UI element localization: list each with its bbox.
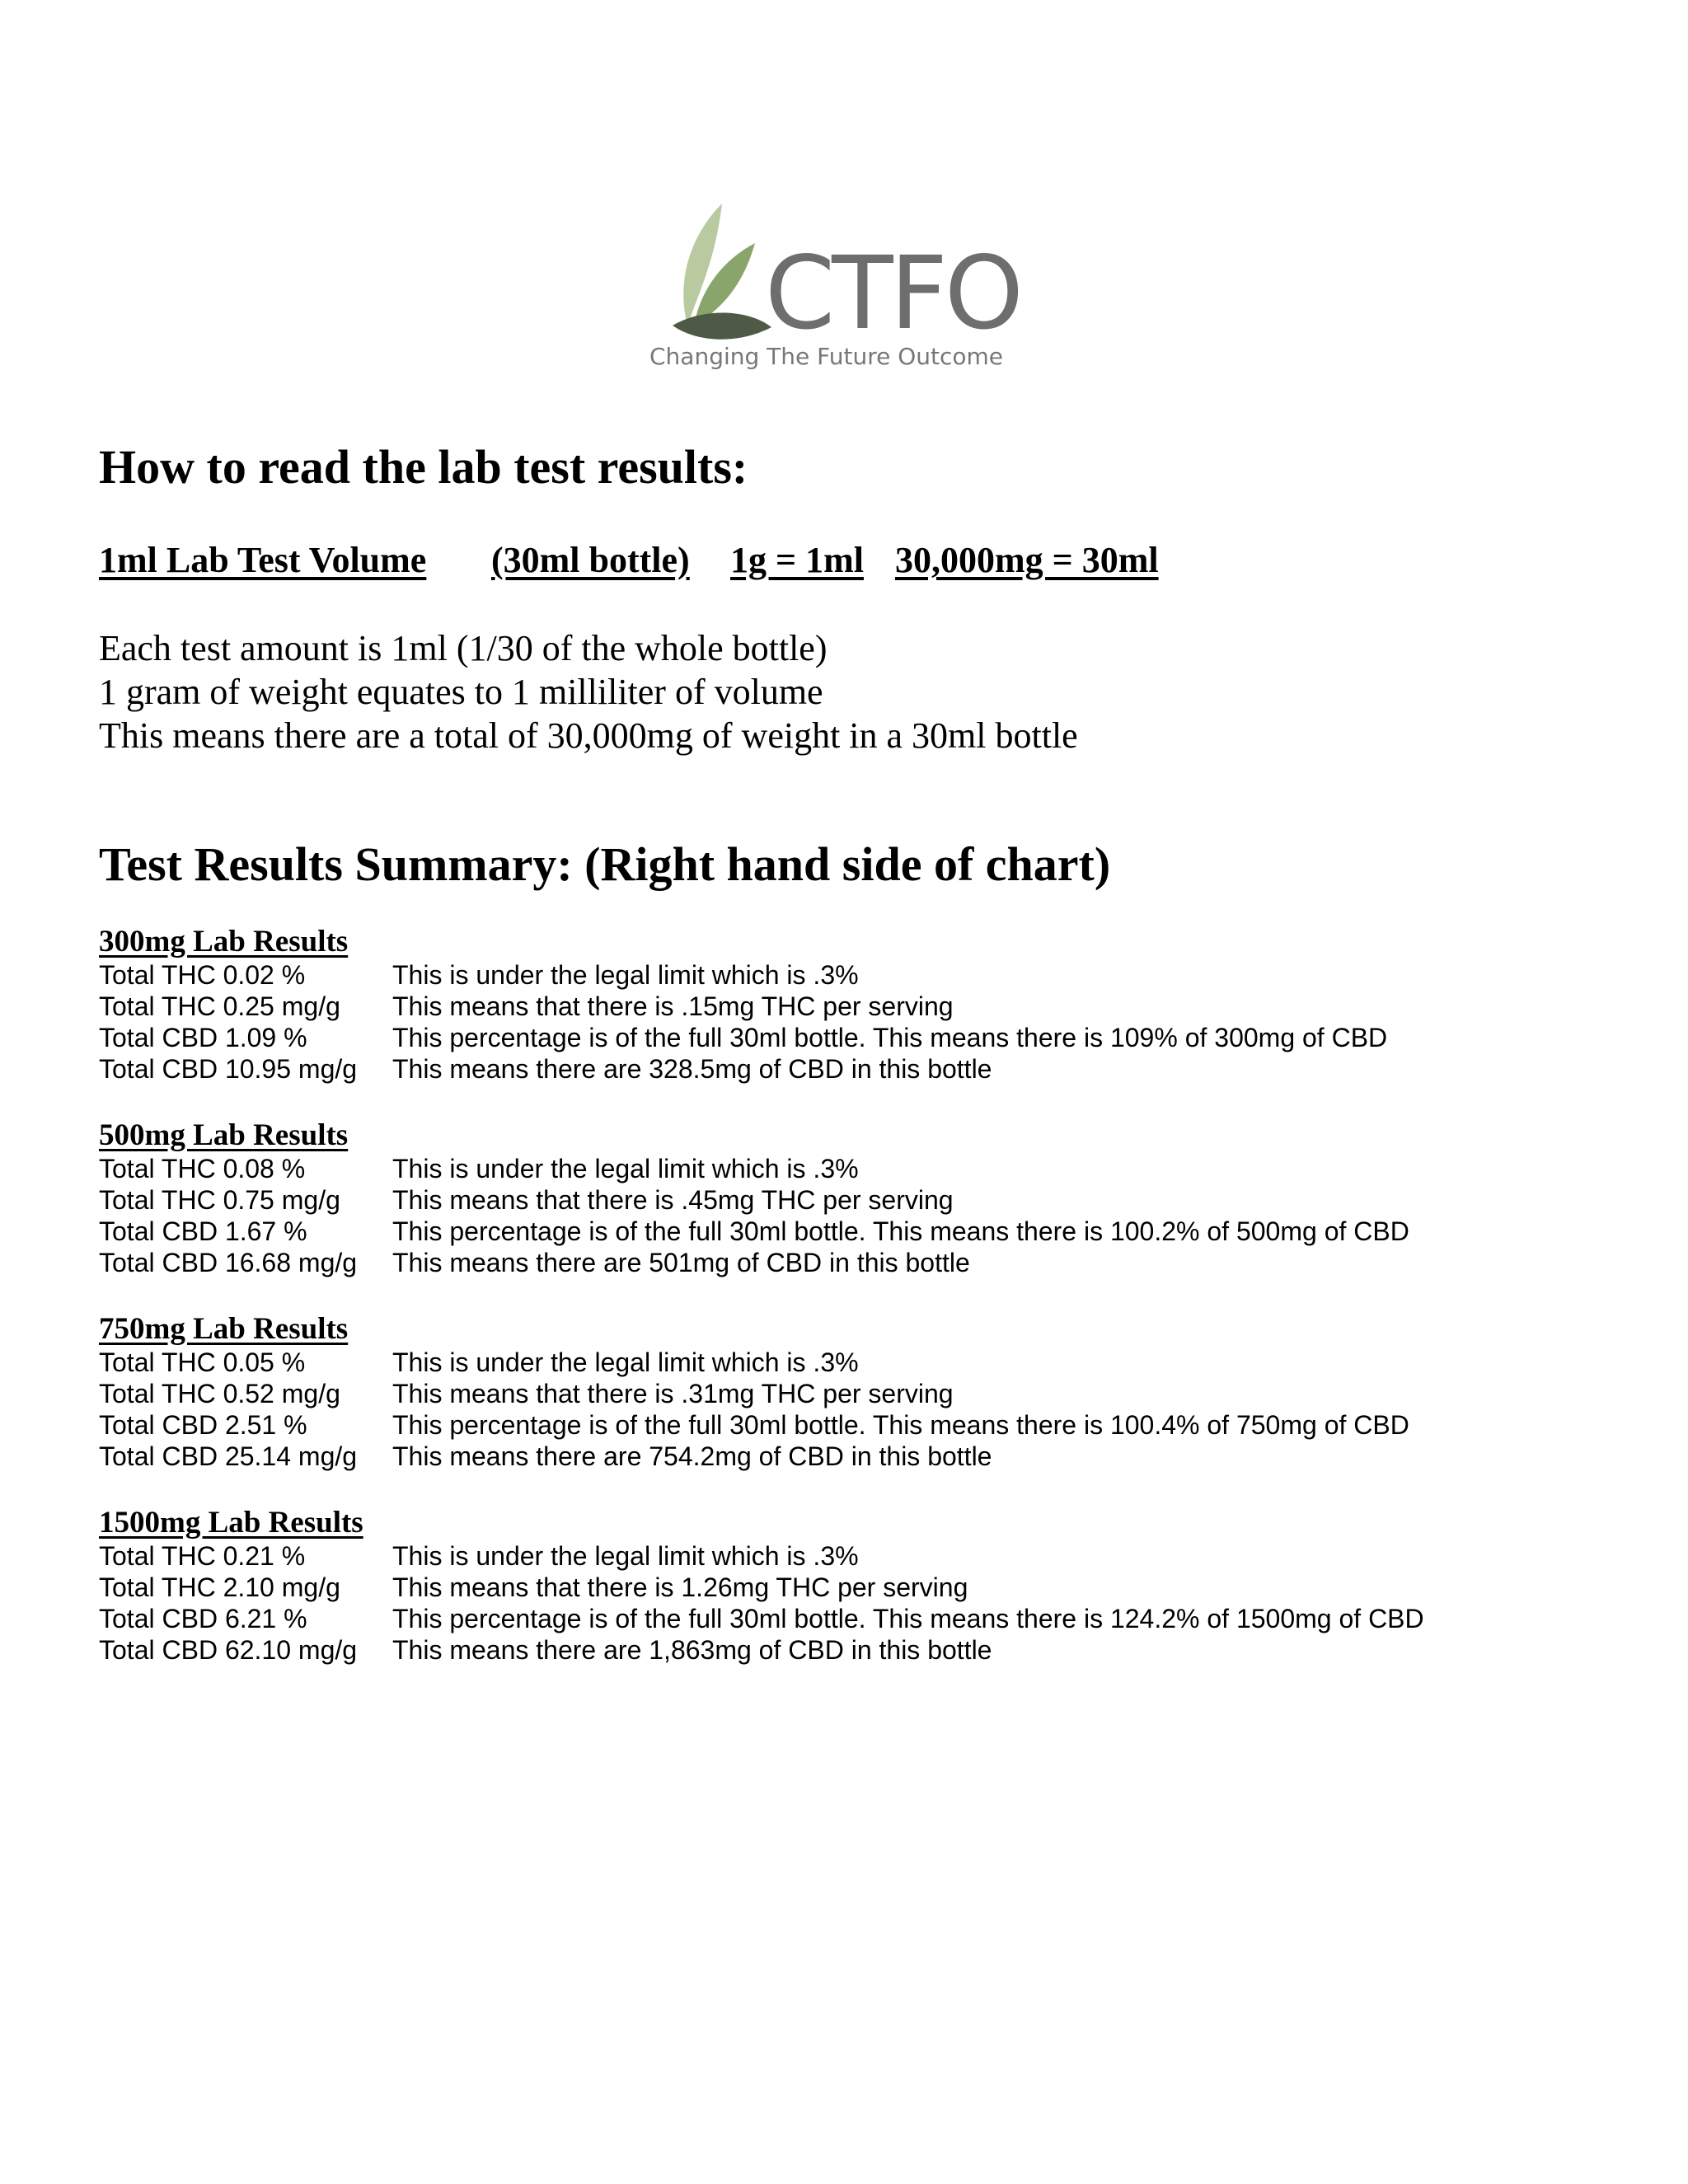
result-note: This means that there is .45mg THC per serving — [392, 1185, 954, 1215]
result-row — [99, 1441, 1566, 1472]
result-row — [99, 1634, 1566, 1666]
result-note: This means that there is .15mg THC per serving — [392, 991, 954, 1021]
logo-wordmark: CTFO — [765, 235, 1020, 352]
result-note: This means there are 328.5mg of CBD in this bottle — [392, 1054, 992, 1084]
result-label: Total THC 0.21 % — [99, 1541, 306, 1571]
result-note: This is under the legal limit which is .3% — [392, 1154, 859, 1183]
section-title: 500mg Lab Results — [99, 1118, 349, 1152]
result-note: This is under the legal limit which is .3% — [392, 1347, 859, 1377]
result-label: Total CBD 16.68 mg/g — [99, 1248, 358, 1277]
result-row — [99, 1247, 1566, 1278]
result-row — [99, 1572, 1566, 1603]
explanation-line: 1 gram of weight equates to 1 milliliter of volume — [99, 672, 823, 712]
section-title: 750mg Lab Results — [99, 1312, 349, 1346]
result-label: Total CBD 2.51 % — [99, 1410, 307, 1440]
conversion-bottle-size: (30ml bottle) — [491, 540, 690, 580]
conversion-line — [99, 540, 1418, 581]
result-row — [99, 1216, 1566, 1247]
results-section-500mg — [99, 1118, 1566, 1278]
result-note: This means there are 754.2mg of CBD in this bottle — [392, 1441, 992, 1471]
explanation-paragraph — [99, 626, 1078, 757]
result-note: This is under the legal limit which is .3% — [392, 960, 859, 990]
heading-test-results-summary: Test Results Summary: (Right hand side of chart) — [99, 837, 1111, 891]
result-note: This percentage is of the full 30ml bottle. This means there is 100.4% of 750mg of CBD — [392, 1410, 1409, 1440]
result-row — [99, 1409, 1566, 1441]
result-note: This percentage is of the full 30ml bottle. This means there is 100.2% of 500mg of CBD — [392, 1216, 1409, 1246]
result-label: Total CBD 62.10 mg/g — [99, 1635, 358, 1665]
explanation-line: This means there are a total of 30,000mg of weight in a 30ml bottle — [99, 715, 1078, 756]
conversion-test-volume: 1ml Lab Test Volume — [99, 540, 427, 580]
result-row — [99, 1022, 1566, 1053]
result-note: This means there are 501mg of CBD in this bottle — [392, 1248, 970, 1277]
result-label: Total THC 0.08 % — [99, 1154, 306, 1183]
result-row — [99, 1603, 1566, 1634]
result-note: This means that there is 1.26mg THC per serving — [392, 1572, 968, 1602]
results-section-1500mg — [99, 1506, 1566, 1666]
results-section-300mg — [99, 925, 1566, 1085]
result-row — [99, 991, 1566, 1022]
logo-tagline: Changing The Future Outcome — [649, 343, 1004, 370]
heading-how-to-read: How to read the lab test results: — [99, 440, 748, 494]
result-row — [99, 1053, 1566, 1085]
leaf-icon — [658, 202, 781, 342]
conversion-total-weight: 30,000mg = 30ml — [895, 540, 1159, 580]
result-row — [99, 1540, 1566, 1572]
result-label: Total CBD 1.09 % — [99, 1023, 307, 1052]
result-note: This percentage is of the full 30ml bottle. This means there is 124.2% of 1500mg of CBD — [392, 1604, 1424, 1633]
result-label: Total THC 0.05 % — [99, 1347, 306, 1377]
result-note: This is under the legal limit which is .3% — [392, 1541, 859, 1571]
result-label: Total CBD 6.21 % — [99, 1604, 307, 1633]
result-row — [99, 1153, 1566, 1184]
result-row — [99, 959, 1566, 991]
result-label: Total CBD 1.67 % — [99, 1216, 307, 1246]
result-note: This means that there is .31mg THC per serving — [392, 1379, 954, 1408]
result-label: Total THC 0.25 mg/g — [99, 991, 340, 1021]
result-label: Total THC 2.10 mg/g — [99, 1572, 340, 1602]
result-row — [99, 1378, 1566, 1409]
result-note: This means there are 1,863mg of CBD in this bottle — [392, 1635, 992, 1665]
ctfo-logo — [649, 202, 1037, 379]
results-section-750mg — [99, 1312, 1566, 1472]
result-row — [99, 1184, 1566, 1216]
result-note: This percentage is of the full 30ml bottle. This means there is 109% of 300mg of CBD — [392, 1023, 1388, 1052]
result-label: Total THC 0.75 mg/g — [99, 1185, 340, 1215]
result-label: Total THC 0.02 % — [99, 960, 306, 990]
result-row — [99, 1347, 1566, 1378]
section-title: 300mg Lab Results — [99, 925, 349, 958]
result-label: Total CBD 10.95 mg/g — [99, 1054, 358, 1084]
result-label: Total THC 0.52 mg/g — [99, 1379, 340, 1408]
explanation-line: Each test amount is 1ml (1/30 of the whole bottle) — [99, 628, 828, 668]
section-title: 1500mg Lab Results — [99, 1506, 363, 1540]
conversion-gram-ml: 1g = 1ml — [730, 540, 864, 580]
result-label: Total CBD 25.14 mg/g — [99, 1441, 358, 1471]
